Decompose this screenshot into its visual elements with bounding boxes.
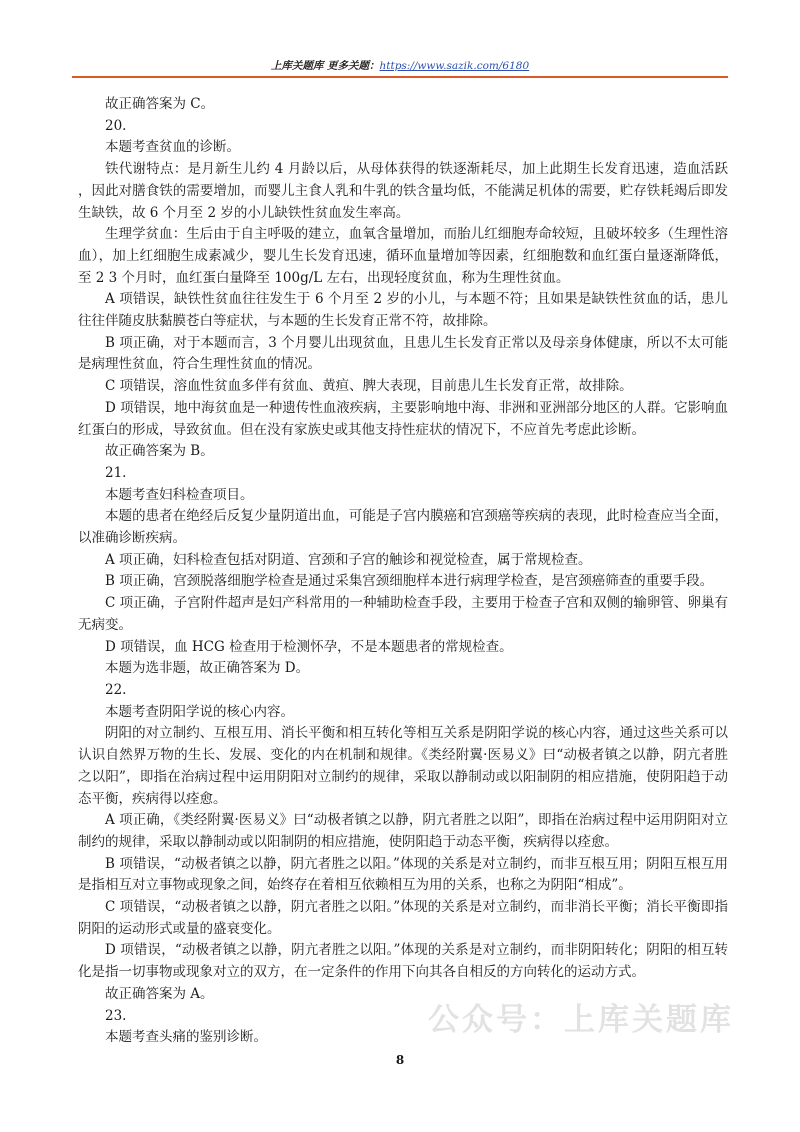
- header-divider: [72, 76, 728, 78]
- paragraph: 本题考查贫血的诊断。: [105, 139, 240, 156]
- paragraph: C 项错误，“动极者镇之以静，阴亢者胜之以阳。”体现的关系是对立制约，而非消长平衡；消长平衡即指阴阳的运动形式或量的盛衰变化。: [78, 899, 728, 937]
- question-number: 23.: [105, 1007, 127, 1024]
- page-header: [72, 58, 728, 73]
- paragraph: A 项正确，《类经附翼·医易义》曰“动极者镇之以静，阴亢者胜之以阳”，即指在治病过程中运用阴阳对立制约的规律，采取以静制动或以阳制阴的相应措施，使阴阳趋于动态平衡，疾病得以痊愈。: [78, 812, 728, 850]
- paragraph: A 项错误，缺铁性贫血往往发生于 6 个月至 2 岁的小儿，与本题不符；且如果是缺铁性贫血的话，患儿往往伴随皮肤黏膜苍白等症状，与本题的生长发育正常不符，故排除。: [78, 291, 728, 330]
- paragraph: A 项正确，妇科检查包括对阴道、宫颈和子宫的触诊和视觉检查，属于常规检查。: [105, 551, 592, 568]
- paragraph: D 项错误，“动极者镇之以静，阴亢者胜之以阳。”体现的关系是对立制约，而非阴阳转化；阴阳的相互转化是指一切事物或现象对立的双方，在一定条件的作用下向其各自相反的方向转化的运动方式。: [78, 942, 728, 981]
- paragraph: B 项错误，“动极者镇之以静，阴亢者胜之以阳。”体现的关系是对立制约，而非互根互用；阴阳互根互用是指相互对立事物或现象之间，始终存在着相互依赖相互为用的关系，也称之为阴阳“相成”。: [78, 855, 728, 894]
- paragraph: 本题考查头痛的鉴别诊断。: [105, 1029, 267, 1046]
- question-number: 21.: [105, 464, 127, 481]
- paragraph: C 项错误，溶血性贫血多伴有贫血、黄疸、脾大表现，目前患儿生长发育正常，故排除。: [105, 378, 633, 395]
- header-label: 上库关题库 更多关题：: [270, 60, 380, 72]
- paragraph: D 项错误，地中海贫血是一种遗传性血液疾病，主要影响地中海、非洲和亚洲部分地区的人群。它影响血红蛋白的形成，导致贫血。但在没有家族史或其他支持性症状的情况下，不应首先考虑此诊断。: [78, 399, 728, 438]
- paragraph: 生理学贫血：生后由于自主呼吸的建立，血氧含量增加，而胎儿红细胞寿命较短，且破坏较多（生理性溶血），加上红细胞生成素减少，婴儿生长发育迅速，循环血量增加等因素，红细胞数和血红蛋白量逐渐降低，至 2 3 个月时，血红蛋白量降至 100g/L 左右，出现轻度贫血，称为生理性贫血。: [78, 226, 728, 286]
- paragraph: B 项正确，宫颈脱落细胞学检查是通过采集宫颈细胞样本进行病理学检查，是宫颈癌筛查的重要手段。: [105, 573, 714, 590]
- question-number: 22.: [105, 681, 127, 698]
- paragraph: 本题为选非题，故正确答案为 D。: [105, 660, 310, 677]
- paragraph: 阴阳的对立制约、互根互用、消长平衡和相互转化等相互关系是阴阳学说的核心内容，通过这些关系可以认识自然界万物的生长、发展、变化的内在机制和规律。《类经附翼·医易义》曰“动极者镇之以静，阴亢者胜之以阳”，即指在治病过程中运用阴阳对立制约的规律，采取以静制动或以阳制阴的相应措施，使阴阳趋于动态平衡，疾病得以痊愈。: [78, 725, 728, 807]
- paragraph: 本题考查阴阳学说的核心内容。: [105, 703, 294, 720]
- paragraph: 故正确答案为 C。: [105, 96, 215, 112]
- paragraph: 本题考查妇科检查项目。: [105, 486, 254, 503]
- paragraph: 故正确答案为 B。: [105, 443, 214, 460]
- document-body: [78, 94, 728, 1049]
- paragraph: C 项正确，子宫附件超声是妇产科常用的一种辅助检查手段，主要用于检查子宫和双侧的输卵管、卵巢有无病变。: [78, 595, 728, 633]
- question-number: 20.: [105, 117, 127, 134]
- paragraph: 铁代谢特点：是月新生儿约 4 月龄以后，从母体获得的铁逐渐耗尽，加上此期生长发育迅速，造血活跃，因此对膳食铁的需要增加，而婴儿主食人乳和牛乳的铁含量均低，不能满足机体的需要，贮存铁耗竭后即发生缺铁，故 6 个月至 2 岁的小儿缺铁性贫血发生率高。: [78, 161, 728, 221]
- paragraph: D 项错误，血 HCG 检查用于检测怀孕，不是本题患者的常规检查。: [105, 638, 513, 655]
- paragraph: B 项正确，对于本题而言，3 个月婴儿出现贫血，且患儿生长发育正常以及母亲身体健康，所以不太可能是病理性贫血，符合生理性贫血的情况。: [78, 334, 728, 373]
- header-url-link[interactable]: https://www.sazik.com/6180: [379, 60, 530, 72]
- page-number: 8: [395, 1053, 405, 1067]
- paragraph: 故正确答案为 A。: [105, 985, 214, 1002]
- watermark: 公众号：上库关题库: [428, 1002, 734, 1038]
- paragraph: 本题的患者在绝经后反复少量阴道出血，可能是子宫内膜癌和宫颈癌等疾病的表现，此时检查应当全面，以准确诊断疾病。: [78, 508, 728, 547]
